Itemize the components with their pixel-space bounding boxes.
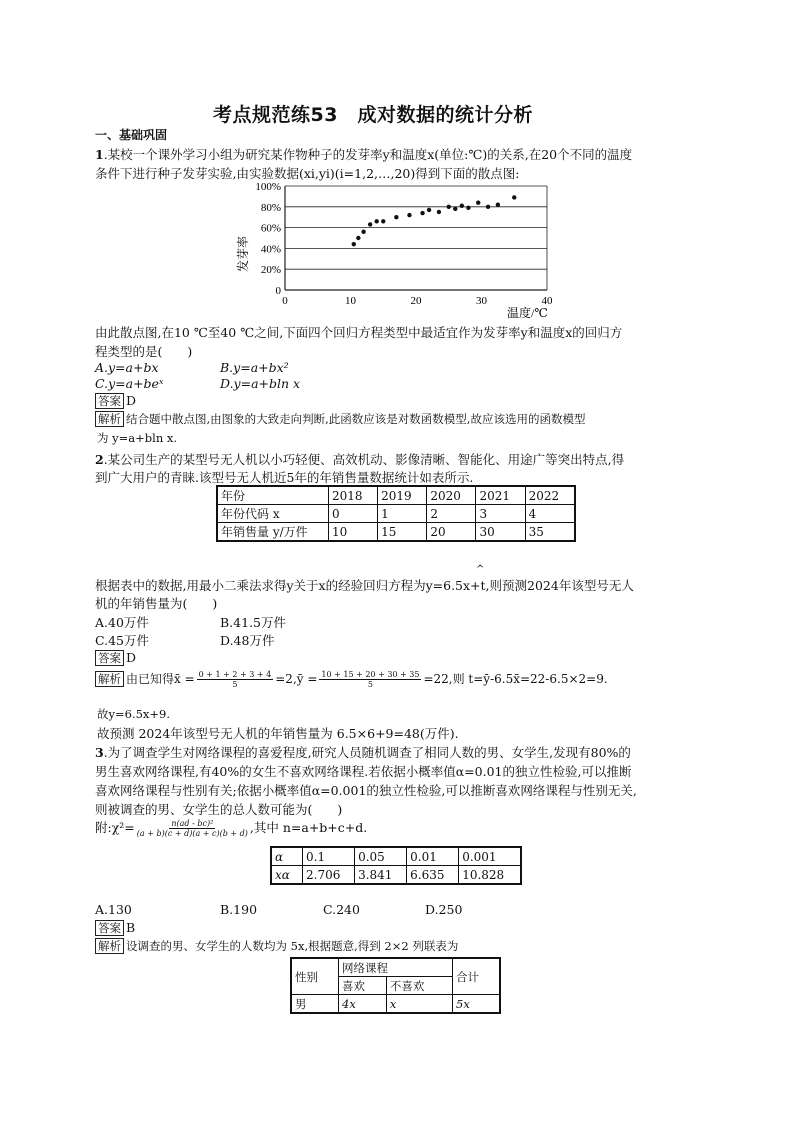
table-row: 喜欢 不喜欢 <box>291 977 500 995</box>
scatter-point <box>361 230 365 234</box>
x-axis-label: 温度/℃ <box>507 306 548 320</box>
q1-answer: 答案 D <box>95 393 136 409</box>
scatter-chart <box>225 176 575 321</box>
q2-line1: 2.某公司生产的某型号无人机以小巧轻便、高效机动、影像清晰、智能化、用途广等突出特点,得 <box>95 452 625 467</box>
y-tick-label: 20% <box>260 264 281 277</box>
scatter-point <box>420 211 424 215</box>
q2-option-d: D.48万件 <box>220 633 275 648</box>
scatter-point <box>496 203 500 207</box>
q3-formula: 附:χ²= $\frac{\text{n(ad - bc)²}}{(a + b)(c + d)(a + c)(b + d)}$ ,其中 n=a+b+c+d. <box>95 819 368 838</box>
x-tick-label: 20 <box>410 295 422 307</box>
q2-line4: 机的年销售量为( ) <box>95 596 218 611</box>
q2-data-table <box>216 485 576 542</box>
section-heading: 一、基础巩固 <box>95 128 168 142</box>
q1-line3: 由此散点图,在10 ℃至40 ℃之间,下面四个回归方程类型中最适宜作为发芽率y和温度x的回归方 <box>95 325 623 340</box>
x-tick-label: 30 <box>476 295 487 307</box>
q3-option-a: A.130 <box>95 902 132 917</box>
y-tick-label: 40% <box>260 243 281 256</box>
x-tick-label: 40 <box>541 295 553 307</box>
q2-answer: 答案 D <box>95 650 136 666</box>
q1-line4: 程类型的是( ) <box>95 344 193 359</box>
q3-line3: 喜欢网络课程与性别有关;依据小概率值α=0.001的独立性检验,可以推断喜欢网络课程与性别无关, <box>95 783 637 798</box>
answer-tag: 答案 <box>95 650 124 666</box>
x-tick-label: 0 <box>282 295 288 307</box>
q3-critical-value-table <box>270 846 522 885</box>
fraction: $\frac{0 + 1 + 2 + 3 + 4}{5}$ <box>198 670 272 689</box>
fraction: $\frac{10 + 15 + 20 + 30 + 35}{5}$ <box>321 670 420 689</box>
q3-option-b: B.190 <box>220 902 258 917</box>
q1-option-b: B.y=a+bx² <box>220 360 289 375</box>
q1-option-c: C.y=a+beˣ <box>95 376 164 391</box>
answer-tag: 答案 <box>95 393 124 409</box>
answer-tag: 答案 <box>95 920 124 936</box>
scatter-point <box>460 204 464 208</box>
scatter-point <box>394 215 398 219</box>
q2-analysis: 解析 由已知得x̄ = $\frac{0 + 1 + 2 + 3 + 4}{5}$ =2,ȳ = $\frac{10 + 15 + 20 + 30 + 35}{5}$ =22,则 t=ȳ-6.5x̄=22-6.5×2=9. <box>95 670 608 689</box>
q2-option-a: A.40万件 <box>95 615 149 630</box>
scatter-point <box>368 222 372 226</box>
q2-option-b: B.41.5万件 <box>220 615 286 630</box>
scatter-point <box>512 195 516 199</box>
y-axis-label: 发芽率 <box>236 235 250 273</box>
contingency-table <box>290 957 501 1014</box>
q2-analysis-3: 故预测 2024年该型号无人机的年销售量为 6.5×6+9=48(万件). <box>97 726 459 741</box>
analysis-tag: 解析 <box>95 671 124 687</box>
table-row: 年销售量 y/万件 10 15 20 30 35 <box>217 523 575 542</box>
x-tick-label: 10 <box>345 295 356 307</box>
scatter-point <box>437 210 441 214</box>
q3-number: 3 <box>95 745 104 760</box>
table-row: α 0.1 0.05 0.01 0.001 <box>271 847 521 866</box>
scatter-point <box>356 236 360 240</box>
q1-number: 1 <box>95 147 104 162</box>
q2-number: 2 <box>95 452 104 467</box>
table-row: 性别 网络课程 合计 <box>291 958 500 977</box>
y-tick-label: 60% <box>260 222 281 235</box>
scatter-point <box>352 242 356 246</box>
table-row: xα 2.706 3.841 6.635 10.828 <box>271 866 521 885</box>
chi-square-fraction: $\frac{\text{n(ad - bc)²}}{(a + b)(c + d)(a + c)(b + d)}$ <box>136 819 248 838</box>
q3-answer: 答案 B <box>95 920 135 936</box>
q2-line2: 到广大用户的青睐.该型号无人机近5年的年销售量数据统计如表所示. <box>95 470 474 485</box>
q3-option-d: D.250 <box>425 902 463 917</box>
q3-line1: 3.为了调查学生对网络课程的喜爱程度,研究人员随机调查了相同人数的男、女学生,发现有80%的 <box>95 745 631 760</box>
hat-mark: ^ <box>476 564 485 575</box>
page-title: 考点规范练53 成对数据的统计分析 <box>213 104 533 126</box>
q3-line4: 则被调查的男、女学生的总人数可能为( ) <box>95 802 343 817</box>
scatter-point <box>453 207 457 211</box>
scatter-point <box>447 205 451 209</box>
q3-line2: 男生喜欢网络课程,有40%的女生不喜欢网络课程.若依据小概率值α=0.01的独立性检验,可以推断 <box>95 764 632 779</box>
scatter-point <box>407 213 411 217</box>
q2-analysis-2: 故y=6.5x+9. <box>97 707 171 721</box>
scatter-point <box>375 219 379 223</box>
scatter-point <box>427 208 431 212</box>
q1-analysis: 解析 结合题中散点图,由图象的大致走向判断,此函数应该是对数函数模型,故应该选用的函数模型 <box>95 411 585 427</box>
q3-analysis: 解析 设调查的男、女学生的人数均为 5x,根据题意,得到 2×2 列联表为 <box>95 938 458 954</box>
table-row: 男 4x x 5x <box>291 995 500 1014</box>
scatter-point <box>466 206 470 210</box>
q1-option-a: A.y=a+bx <box>95 360 159 375</box>
analysis-tag: 解析 <box>95 411 124 427</box>
q2-line3: 根据表中的数据,用最小二乘法求得y关于x的经验回归方程为y=6.5x+t,则预测2024年该型号无人 <box>95 578 634 593</box>
y-tick-label: 80% <box>260 201 281 214</box>
q1-analysis-2: 为 y=a+bln x. <box>97 431 178 445</box>
scatter-point <box>486 205 490 209</box>
q3-option-c: C.240 <box>323 902 360 917</box>
analysis-tag: 解析 <box>95 938 124 954</box>
q2-option-c: C.45万件 <box>95 633 149 648</box>
table-row: 年份代码 x 0 1 2 3 4 <box>217 505 575 523</box>
y-tick-label: 100% <box>255 181 281 193</box>
scatter-point <box>381 219 385 223</box>
scatter-point <box>476 200 480 204</box>
y-tick-label: 0 <box>275 285 281 297</box>
q1-line1: 1.某校一个课外学习小组为研究某作物种子的发芽率y和温度x(单位:℃)的关系,在20个不同的温度 <box>95 147 633 162</box>
q1-option-d: D.y=a+bln x <box>220 376 301 391</box>
q1-line2: 条件下进行种子发芽实验,由实验数据(xi,yi)(i=1,2,…,20)得到下面的散点图: <box>95 166 520 181</box>
table-row: 年份 2018 2019 2020 2021 2022 <box>217 486 575 505</box>
